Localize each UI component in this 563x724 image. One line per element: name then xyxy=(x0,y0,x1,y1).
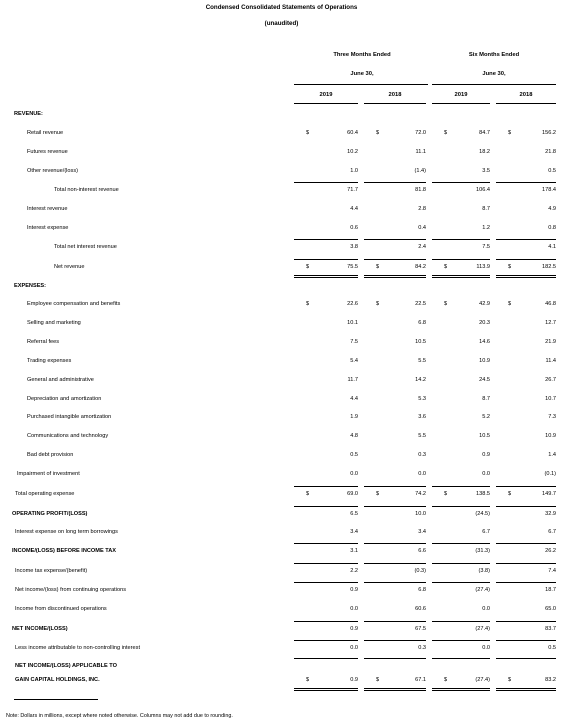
row-value: 0.5 xyxy=(548,645,556,651)
subtotal-rule xyxy=(364,563,426,564)
currency-symbol: $ xyxy=(376,130,380,136)
row-value: 26.7 xyxy=(545,377,556,383)
row-value: (24.5) xyxy=(475,511,490,517)
subtotal-rule xyxy=(364,582,426,583)
row-value: 74.2 xyxy=(415,491,426,497)
row-value: 60.4 xyxy=(347,130,358,136)
row-value: 10.1 xyxy=(347,320,358,326)
subtotal-rule xyxy=(364,506,426,507)
row-value: 46.8 xyxy=(545,301,556,307)
row-value: 0.0 xyxy=(482,606,490,612)
row-label: Bad debt provision xyxy=(27,452,74,458)
year-header: 2018 xyxy=(388,92,402,98)
row-value: 1.0 xyxy=(350,168,358,174)
row-label-continued: GAIN CAPITAL HOLDINGS, INC. xyxy=(15,677,100,683)
subtotal-rule xyxy=(432,506,490,507)
subtotal-rule xyxy=(496,182,556,183)
currency-symbol: $ xyxy=(306,301,310,307)
row-value: 10.7 xyxy=(545,396,556,402)
row-value: 72.0 xyxy=(415,130,426,136)
currency-symbol: $ xyxy=(508,264,512,270)
row-label: NET INCOME/(LOSS) APPLICABLE TO xyxy=(15,663,117,669)
row-value: (27.4) xyxy=(475,587,490,593)
subtotal-rule xyxy=(294,239,358,240)
row-value: 10.0 xyxy=(415,511,426,517)
row-value: 4.8 xyxy=(350,433,358,439)
double-rule xyxy=(496,275,556,276)
row-value: 0.3 xyxy=(418,452,426,458)
subtotal-rule xyxy=(432,543,490,544)
row-value: 83.2 xyxy=(545,677,556,683)
subtotal-rule xyxy=(364,543,426,544)
row-value: 3.8 xyxy=(350,244,358,250)
row-label: Impairment of investment xyxy=(17,471,80,477)
subtotal-rule xyxy=(496,543,556,544)
footnote-rule xyxy=(14,699,98,700)
row-label: Interest expense on long term borrowings xyxy=(15,529,118,535)
year-header: 2019 xyxy=(319,92,333,98)
subtotal-rule xyxy=(432,582,490,583)
row-value: (0.1) xyxy=(544,471,556,477)
row-label: EXPENSES: xyxy=(14,283,47,289)
currency-symbol: $ xyxy=(306,264,310,270)
year-header: 2018 xyxy=(519,92,533,98)
currency-symbol: $ xyxy=(508,491,512,497)
currency-symbol: $ xyxy=(444,491,448,497)
row-value: 7.5 xyxy=(482,244,490,250)
row-value: 42.9 xyxy=(479,301,490,307)
double-rule xyxy=(294,690,358,691)
row-value: 3.6 xyxy=(418,414,426,420)
row-value: 81.8 xyxy=(415,187,426,193)
row-value: 7.3 xyxy=(548,414,556,420)
row-value: 24.5 xyxy=(479,377,490,383)
row-value: 4.1 xyxy=(548,244,556,250)
subtotal-rule xyxy=(432,621,490,622)
row-value: 32.9 xyxy=(545,511,556,517)
double-rule xyxy=(364,688,426,689)
row-value: 106.4 xyxy=(476,187,490,193)
row-value: 18.7 xyxy=(545,587,556,593)
double-rule xyxy=(294,275,358,276)
row-value: 10.2 xyxy=(347,149,358,155)
row-value: 83.7 xyxy=(545,626,556,632)
subtotal-rule xyxy=(432,658,490,659)
row-value: 5.5 xyxy=(418,433,426,439)
period-header-three-months: Three Months Ended xyxy=(333,52,391,58)
row-value: 5.5 xyxy=(418,358,426,364)
currency-symbol: $ xyxy=(444,130,448,136)
subtotal-rule xyxy=(364,486,426,487)
row-label: OPERATING PROFIT/(LOSS) xyxy=(12,511,88,517)
row-value: 84.2 xyxy=(415,264,426,270)
double-rule xyxy=(364,275,426,276)
row-value: 0.8 xyxy=(548,225,556,231)
currency-symbol: $ xyxy=(508,677,512,683)
row-value: 10.9 xyxy=(545,433,556,439)
row-label: Net revenue xyxy=(54,264,85,270)
subtotal-rule xyxy=(364,640,426,641)
row-value: (0.3) xyxy=(414,568,426,574)
year-header-rule xyxy=(294,103,358,104)
currency-symbol: $ xyxy=(306,491,310,497)
row-value: 3.1 xyxy=(350,548,358,554)
row-value: 0.6 xyxy=(350,225,358,231)
year-header-rule xyxy=(364,103,426,104)
row-value: 156.2 xyxy=(542,130,556,136)
subtotal-rule xyxy=(496,239,556,240)
row-value: (27.4) xyxy=(475,626,490,632)
row-label: Interest expense xyxy=(27,225,69,231)
row-value: 178.4 xyxy=(542,187,556,193)
subtotal-rule xyxy=(294,182,358,183)
period-header-six-months-date: June 30, xyxy=(482,71,506,77)
subtotal-rule xyxy=(432,239,490,240)
currency-symbol: $ xyxy=(444,264,448,270)
row-value: 75.5 xyxy=(347,264,358,270)
row-value: 3.4 xyxy=(418,529,426,535)
row-value: 26.2 xyxy=(545,548,556,554)
subtotal-rule xyxy=(496,621,556,622)
row-value: 2.4 xyxy=(418,244,426,250)
row-label: Income tax expense/(benefit) xyxy=(15,568,88,574)
double-rule xyxy=(496,688,556,689)
double-rule xyxy=(432,688,490,689)
subtotal-rule xyxy=(294,543,358,544)
subtotal-rule xyxy=(294,582,358,583)
row-value: 6.8 xyxy=(418,587,426,593)
subtotal-rule xyxy=(432,563,490,564)
row-value: 0.0 xyxy=(482,645,490,651)
row-value: 71.7 xyxy=(347,187,358,193)
subtotal-rule xyxy=(294,506,358,507)
currency-symbol: $ xyxy=(376,677,380,683)
row-value: 6.7 xyxy=(482,529,490,535)
row-value: 10.9 xyxy=(479,358,490,364)
row-value: 1.9 xyxy=(350,414,358,420)
row-value: (3.8) xyxy=(478,568,490,574)
row-label: Total operating expense xyxy=(15,491,75,497)
row-value: 1.4 xyxy=(548,452,556,458)
row-value: 182.5 xyxy=(542,264,556,270)
subtotal-rule xyxy=(364,621,426,622)
row-label: Other revenue/(loss) xyxy=(27,168,78,174)
row-value: 0.0 xyxy=(350,645,358,651)
row-value: 0.3 xyxy=(418,645,426,651)
row-label: REVENUE: xyxy=(14,111,43,117)
row-value: 14.6 xyxy=(479,339,490,345)
row-value: 14.2 xyxy=(415,377,426,383)
subtotal-rule xyxy=(364,658,426,659)
currency-symbol: $ xyxy=(444,677,448,683)
subtotal-rule xyxy=(496,658,556,659)
double-rule xyxy=(432,690,490,691)
subtotal-rule xyxy=(432,259,490,260)
row-value: 6.6 xyxy=(418,548,426,554)
row-value: 5.2 xyxy=(482,414,490,420)
row-value: 0.0 xyxy=(350,471,358,477)
row-value: (27.4) xyxy=(475,677,490,683)
subtotal-rule xyxy=(294,658,358,659)
year-header-rule xyxy=(496,103,556,104)
row-value: 0.4 xyxy=(418,225,426,231)
row-label: Income from discontinued operations xyxy=(15,606,107,612)
row-label: Retail revenue xyxy=(27,130,64,136)
currency-symbol: $ xyxy=(376,301,380,307)
subtotal-rule xyxy=(496,506,556,507)
row-value: 7.5 xyxy=(350,339,358,345)
currency-symbol: $ xyxy=(508,130,512,136)
row-value: 2.2 xyxy=(350,568,358,574)
row-label: Purchased intangible amortization xyxy=(27,414,112,420)
row-value: 22.5 xyxy=(415,301,426,307)
row-label: General and administrative xyxy=(27,377,94,383)
subtotal-rule xyxy=(496,563,556,564)
subtotal-rule xyxy=(294,486,358,487)
row-value: 6.7 xyxy=(548,529,556,535)
year-header-rule xyxy=(432,103,490,104)
row-label: Net income/(loss) from continuing operations xyxy=(15,587,126,593)
subtotal-rule xyxy=(496,582,556,583)
currency-symbol: $ xyxy=(306,677,310,683)
row-value: 21.8 xyxy=(545,149,556,155)
row-value: 11.4 xyxy=(545,358,556,364)
row-value: 0.9 xyxy=(350,626,358,632)
period-header-six-months: Six Months Ended xyxy=(468,52,520,58)
row-label: Referral fees xyxy=(27,339,60,345)
row-value: 8.7 xyxy=(482,396,490,402)
subtotal-rule xyxy=(496,259,556,260)
row-value: 22.6 xyxy=(347,301,358,307)
row-value: 11.1 xyxy=(415,149,426,155)
row-value: 67.1 xyxy=(415,677,426,683)
row-value: 10.5 xyxy=(415,339,426,345)
row-value: 84.7 xyxy=(479,130,490,136)
subtotal-rule xyxy=(294,259,358,260)
statement-subtitle: (unaudited) xyxy=(264,20,299,27)
row-value: 7.4 xyxy=(548,568,556,574)
subtotal-rule xyxy=(364,259,426,260)
row-value: 60.6 xyxy=(415,606,426,612)
row-value: 18.2 xyxy=(479,149,490,155)
row-value: 5.3 xyxy=(418,396,426,402)
currency-symbol: $ xyxy=(306,130,310,136)
subtotal-rule xyxy=(432,640,490,641)
row-value: 0.5 xyxy=(350,452,358,458)
row-value: 6.5 xyxy=(350,511,358,517)
row-label: Less income attributable to non-controlling interest xyxy=(15,645,140,651)
row-value: 4.9 xyxy=(548,206,556,212)
row-label: Employee compensation and benefits xyxy=(27,301,121,307)
row-value: 0.0 xyxy=(350,606,358,612)
row-value: 4.4 xyxy=(350,396,358,402)
row-label: Interest revenue xyxy=(27,206,68,212)
header-rule xyxy=(432,84,556,85)
double-rule xyxy=(432,277,490,278)
double-rule xyxy=(364,277,426,278)
currency-symbol: $ xyxy=(376,264,380,270)
year-header: 2019 xyxy=(454,92,468,98)
row-value: 2.8 xyxy=(418,206,426,212)
row-value: 3.5 xyxy=(482,168,490,174)
subtotal-rule xyxy=(364,239,426,240)
footnote: Note: Dollars in millions, except where noted otherwise. Columns may not add due to rounding. xyxy=(6,713,233,719)
row-value: 5.4 xyxy=(350,358,358,364)
row-value: 67.5 xyxy=(415,626,426,632)
subtotal-rule xyxy=(496,486,556,487)
row-value: 149.7 xyxy=(542,491,556,497)
double-rule xyxy=(294,277,358,278)
row-label: Total net interest revenue xyxy=(54,244,117,250)
subtotal-rule xyxy=(496,640,556,641)
currency-symbol: $ xyxy=(444,301,448,307)
row-value: 0.9 xyxy=(350,677,358,683)
row-value: 0.9 xyxy=(350,587,358,593)
row-label: INCOME/(LOSS) BEFORE INCOME TAX xyxy=(12,548,117,554)
row-label: Depreciation and amortization xyxy=(27,396,102,402)
row-value: 8.7 xyxy=(482,206,490,212)
row-label: Selling and marketing xyxy=(27,320,81,326)
double-rule xyxy=(294,688,358,689)
row-value: 6.8 xyxy=(418,320,426,326)
row-value: 69.0 xyxy=(347,491,358,497)
double-rule xyxy=(496,690,556,691)
subtotal-rule xyxy=(364,182,426,183)
row-value: 1.2 xyxy=(482,225,490,231)
header-rule xyxy=(294,84,428,85)
row-value: 12.7 xyxy=(545,320,556,326)
row-value: 4.4 xyxy=(350,206,358,212)
row-label: Futures revenue xyxy=(27,149,68,155)
row-value: 11.7 xyxy=(347,377,358,383)
row-value: 138.5 xyxy=(476,491,490,497)
subtotal-rule xyxy=(432,182,490,183)
row-value: 0.0 xyxy=(418,471,426,477)
row-value: 0.9 xyxy=(482,452,490,458)
row-value: (1.4) xyxy=(414,168,426,174)
subtotal-rule xyxy=(294,563,358,564)
subtotal-rule xyxy=(432,486,490,487)
row-value: 0.0 xyxy=(482,471,490,477)
double-rule xyxy=(364,690,426,691)
row-label: Trading expenses xyxy=(27,358,72,364)
row-value: 20.3 xyxy=(479,320,490,326)
row-label: NET INCOME/(LOSS) xyxy=(12,626,68,632)
row-value: 65.0 xyxy=(545,606,556,612)
row-label: Communications and technology xyxy=(27,433,109,439)
subtotal-rule xyxy=(294,640,358,641)
row-value: 113.9 xyxy=(476,264,490,270)
row-value: (31.3) xyxy=(475,548,490,554)
statement-title: Condensed Consolidated Statements of Operations xyxy=(205,4,358,11)
double-rule xyxy=(432,275,490,276)
row-value: 0.5 xyxy=(548,168,556,174)
row-value: 3.4 xyxy=(350,529,358,535)
currency-symbol: $ xyxy=(376,491,380,497)
row-value: 21.9 xyxy=(545,339,556,345)
row-value: 10.5 xyxy=(479,433,490,439)
double-rule xyxy=(496,277,556,278)
period-header-three-months-date: June 30, xyxy=(350,71,374,77)
row-label: Total non-interest revenue xyxy=(54,187,119,193)
subtotal-rule xyxy=(294,621,358,622)
currency-symbol: $ xyxy=(508,301,512,307)
